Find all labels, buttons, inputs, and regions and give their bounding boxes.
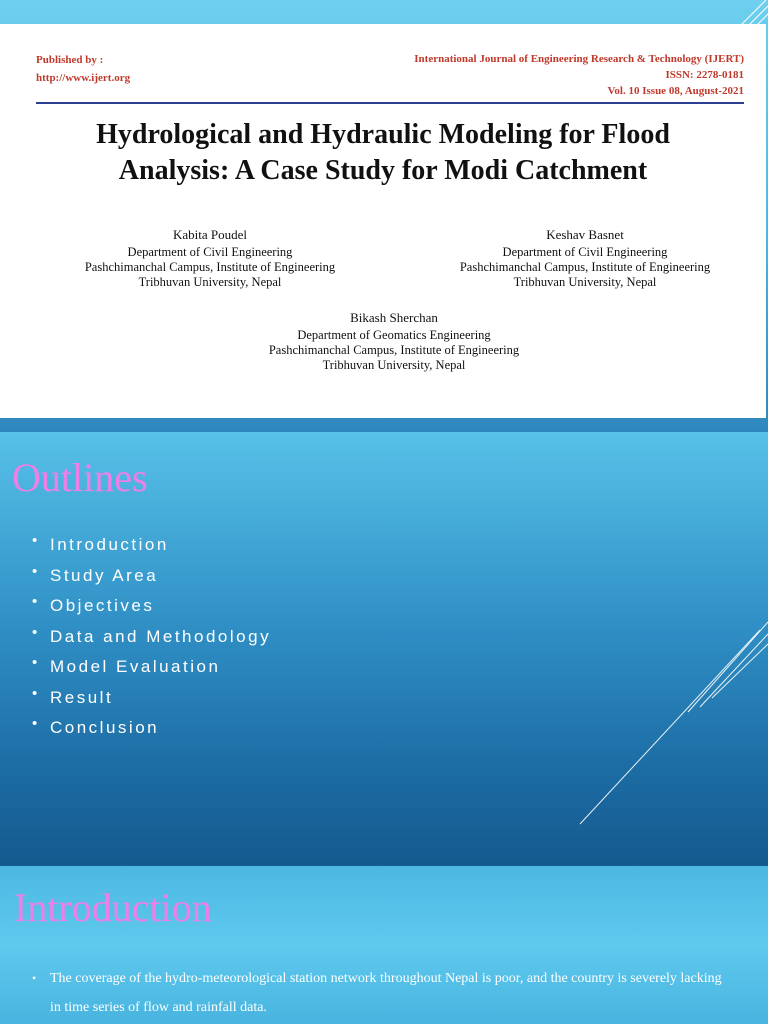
bullet-icon: • <box>32 623 40 641</box>
author-name: Kabita Poudel <box>172 227 247 242</box>
author-department: Department of Civil Engineering <box>502 245 668 259</box>
list-item <box>32 683 271 714</box>
author-campus: Pashchimanchal Campus, Institute of Engineering <box>268 343 520 357</box>
list-item-label: Introduction <box>50 535 169 554</box>
list-item-label: Study Area <box>50 565 159 585</box>
slide-title: Outlines <box>12 455 148 500</box>
bullet-icon: • <box>32 562 40 580</box>
list-item <box>32 530 271 561</box>
outline-list <box>32 530 271 744</box>
bullet-icon: • <box>32 532 40 549</box>
author-university: Tribhuvan University, Nepal <box>322 358 466 372</box>
intro-bullet <box>32 964 732 1022</box>
publisher-info <box>36 51 130 87</box>
paper-title-line-1: Hydrological and Hydraulic Modeling for Flood <box>96 119 670 150</box>
decorative-lines <box>570 602 768 832</box>
author-department: Department of Geomatics Engineering <box>297 328 491 342</box>
list-item <box>32 622 271 653</box>
list-item <box>32 591 271 622</box>
paper-header-image <box>0 24 766 418</box>
journal-volume: Vol. 10 Issue 08, August-2021 <box>607 85 744 97</box>
header-divider <box>36 102 744 104</box>
published-by-label: Published by : <box>36 54 104 66</box>
list-item <box>32 713 271 744</box>
bullet-icon: • <box>32 684 40 702</box>
journal-url: http://www.ijert.org <box>36 72 131 84</box>
list-item-label: Result <box>50 687 114 707</box>
author-university: Tribhuvan University, Nepal <box>513 275 657 289</box>
list-item-label: Objectives <box>50 596 155 615</box>
author-name: Keshav Basnet <box>546 227 624 242</box>
journal-issn: ISSN: 2278-0181 <box>665 69 744 81</box>
author-department: Department of Civil Engineering <box>127 245 293 259</box>
author-name: Bikash Sherchan <box>350 310 438 325</box>
slide-title-page <box>0 0 768 432</box>
author-block <box>234 310 554 373</box>
list-item <box>32 652 271 683</box>
slide-introduction <box>0 866 768 1024</box>
author-university: Tribhuvan University, Nepal <box>138 275 282 289</box>
list-item-label: Model Evaluation <box>50 657 221 676</box>
bullet-icon: • <box>32 593 40 610</box>
slide-title: Introduction <box>14 885 212 930</box>
bullet-icon: • <box>32 715 40 732</box>
list-item-label: Data and Methodology <box>50 626 272 646</box>
author-block <box>60 227 360 290</box>
journal-info <box>414 51 744 99</box>
list-item-label: Conclusion <box>50 718 160 737</box>
intro-bullet-text: The coverage of the hydro-meteorological station network throughout Nepal is poor, and the country is severely lacking in time series of flow and rainfall data. <box>50 971 722 1015</box>
bullet-icon: • <box>32 971 37 985</box>
journal-name: International Journal of Engineering Research & Technology (IJERT) <box>414 53 744 65</box>
paper-title <box>0 117 766 189</box>
author-block <box>425 227 745 290</box>
bullet-icon: • <box>32 654 40 671</box>
slide-outlines <box>0 432 768 866</box>
author-campus: Pashchimanchal Campus, Institute of Engineering <box>459 260 711 274</box>
list-item <box>32 561 271 592</box>
author-campus: Pashchimanchal Campus, Institute of Engineering <box>84 260 336 274</box>
paper-title-line-2: Analysis: A Case Study for Modi Catchment <box>118 155 648 186</box>
